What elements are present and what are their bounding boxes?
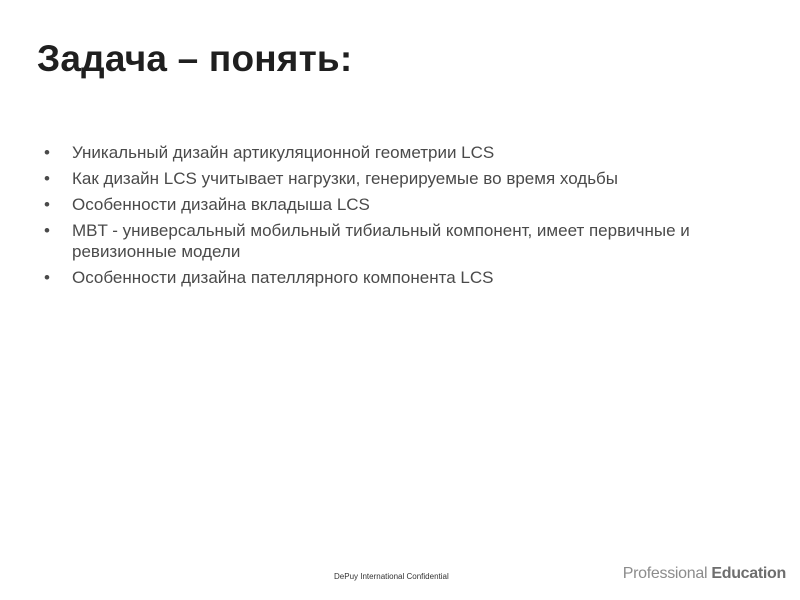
bullet-text: MBT - универсальный мобильный тибиальный компонент, имеет первичные и ревизионные модели [72, 221, 690, 261]
bullet-list [40, 142, 720, 293]
bullet-item [40, 267, 720, 288]
bullet-text: Уникальный дизайн артикуляционной геометрии LCS [72, 143, 495, 162]
bullet-text: Особенности дизайна пателлярного компонента LCS [72, 268, 494, 287]
slide-title: Задача – понять: [37, 38, 353, 79]
brand-word-education: Education [711, 565, 786, 582]
bullet-item [40, 142, 720, 163]
bullet-item [40, 168, 720, 189]
bullet-text: Как дизайн LCS учитывает нагрузки, генерируемые во время ходьбы [72, 169, 619, 188]
bullet-dot-icon: • [44, 143, 50, 162]
bullet-dot-icon: • [44, 169, 50, 188]
footer-brand-logo [623, 565, 786, 583]
footer-confidential: DePuy International Confidential [334, 572, 449, 581]
bullet-text: Особенности дизайна вкладыша LCS [72, 195, 370, 214]
brand-word-professional: Professional [622, 565, 708, 582]
bullet-dot-icon: • [44, 195, 50, 214]
bullet-dot-icon: • [44, 268, 50, 287]
bullet-dot-icon: • [44, 221, 50, 240]
bullet-item [40, 220, 720, 262]
bullet-item [40, 194, 720, 215]
